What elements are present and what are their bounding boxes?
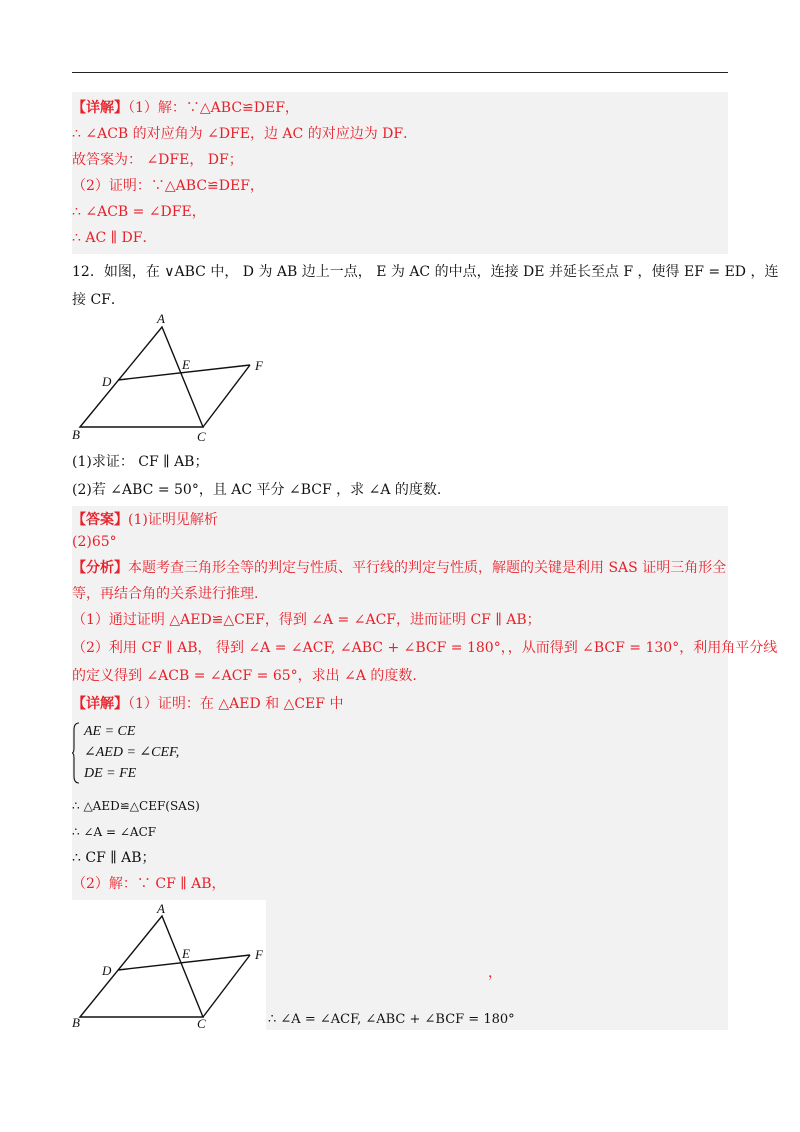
question12-part1: (1)求证： CF ∥ AB； — [72, 454, 209, 470]
label-d: D — [102, 374, 112, 389]
label-c-2: C — [197, 1016, 206, 1030]
header-rule — [72, 72, 728, 73]
system-row-1: AE = CE — [84, 724, 136, 739]
solution1-line1: 【详解】（1）解：∵△ABC≌DEF， — [72, 100, 299, 116]
question12-line2: 接 CF． — [72, 292, 125, 308]
question12-line1: 12．如图，在 ∨ABC 中， D 为 AB 边上一点， E 为 AC 的中点，连接 DE 并延长至点 F ，使得 EF = ED ，连 — [72, 264, 779, 280]
solution1-line6: ∴ AC ∥ DF． — [72, 230, 157, 246]
label-a-2: A — [157, 901, 165, 916]
label-d-2: D — [102, 963, 112, 978]
label-e-2: E — [182, 946, 190, 961]
detail-final: ∴ ∠A = ∠ACF, ∠ABC + ∠BCF = 180° — [268, 1012, 515, 1027]
solution1-line2: ∴ ∠ACB 的对应角为 ∠DFE，边 AC 的对应边为 DF． — [72, 126, 418, 142]
triangle-figure-1 — [70, 310, 280, 445]
label-b-2: B — [72, 1015, 80, 1030]
answer-line2: (2)65° — [72, 534, 117, 550]
congruence-system — [72, 722, 202, 786]
label-e: E — [182, 357, 190, 372]
detail-part2: （2）解：∵ CF ∥ AB， — [72, 876, 226, 892]
analysis-line1: 【分析】本题考查三角形全等的判定与性质、平行线的判定与性质，解题的关键是利用 SAS 证明三角形全 — [72, 560, 727, 576]
detail-intro: 【详解】（1）证明：在 △AED 和 △CEF 中 — [72, 696, 344, 712]
analysis-line2: 等，再结合角的关系进行推理. — [72, 586, 259, 602]
solution1-line5: ∴ ∠ACB = ∠DFE， — [72, 204, 206, 220]
stray-mark: ， — [488, 965, 502, 981]
detail-angle-equal: ∴ ∠A = ∠ACF — [72, 825, 157, 839]
detail-congruent: ∴ △AED≌△CEF(SAS) — [72, 799, 200, 813]
triangle-figure-2 — [72, 900, 266, 1030]
label-f: F — [255, 358, 263, 373]
question12-part2: (2)若 ∠ABC = 50°，且 AC 平分 ∠BCF ，求 ∠A 的度数. — [72, 482, 442, 498]
system-row-2: ∠AED = ∠CEF, — [84, 745, 180, 760]
solution1-line4: （2）证明：∵△ABC≌DEF， — [72, 178, 264, 194]
answer-line1: 【答案】(1)证明见解析 — [72, 512, 218, 528]
analysis-line3: （1）通过证明 △AED≌△CEF，得到 ∠A = ∠ACF，进而证明 CF ∥ AB； — [72, 612, 541, 628]
brace-icon — [72, 722, 80, 784]
segment-cf-2 — [203, 955, 250, 1017]
system-row-3: DE = FE — [84, 766, 137, 781]
segment-cf — [203, 365, 250, 427]
label-c: C — [197, 429, 206, 444]
triangle-abc-2 — [80, 916, 203, 1017]
analysis-line4: （2）利用 CF ∥ AB， 得到 ∠A = ∠ACF, ∠ABC + ∠BCF = 180°，，从而得到 ∠BCF = 130°，利用角平分线 — [72, 640, 778, 656]
solution1-line3: 故答案为： ∠DFE， DF； — [72, 152, 243, 168]
label-a: A — [157, 311, 165, 326]
analysis-line5: 的定义得到 ∠ACB = ∠ACF = 65°，求出 ∠A 的度数. — [72, 668, 417, 684]
detail-parallel: ∴ CF ∥ AB； — [72, 850, 156, 866]
label-f-2: F — [255, 947, 263, 962]
label-b: B — [72, 427, 80, 442]
